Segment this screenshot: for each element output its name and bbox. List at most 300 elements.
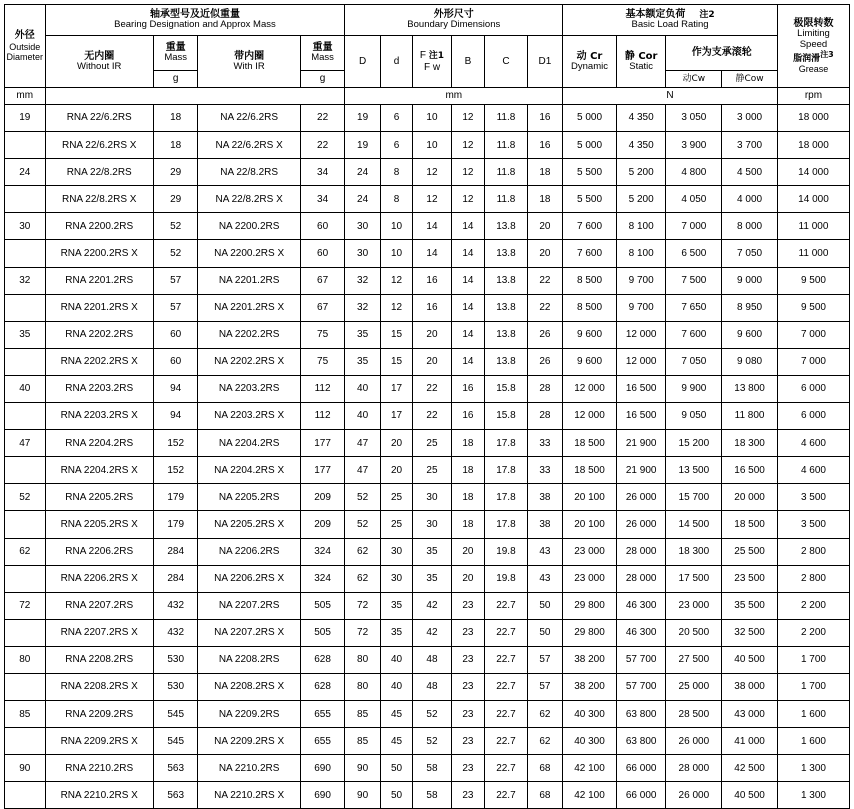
- cell-mass-without-ir: 94: [153, 375, 198, 402]
- cell-static-cow: 11 800: [722, 403, 778, 430]
- cell-with-ir: NA 2207.2RS X: [198, 619, 300, 646]
- cell-dynamic-cw: 27 500: [666, 646, 722, 673]
- cell-static-cor: 57 700: [616, 673, 666, 700]
- cell-dim-d: 6: [380, 132, 412, 159]
- header-dim-F: [413, 36, 451, 88]
- cell-outside-diameter: 47: [5, 430, 46, 457]
- cell-dynamic-cr: 40 300: [563, 728, 617, 755]
- header-dim-C: C: [485, 36, 528, 88]
- table-row: [5, 565, 850, 592]
- header-with-ir: [198, 36, 300, 88]
- header-designation-group: [45, 5, 345, 36]
- cell-dim-B: 12: [451, 105, 484, 132]
- cell-dim-D1: 26: [527, 321, 562, 348]
- cell-with-ir: NA 2206.2RS: [198, 538, 300, 565]
- table-row: [5, 755, 850, 782]
- cell-with-ir: NA 2210.2RS: [198, 755, 300, 782]
- cell-limiting-speed: 3 500: [777, 484, 849, 511]
- cell-dim-D1: 16: [527, 132, 562, 159]
- cell-limiting-speed: 1 300: [777, 755, 849, 782]
- table-row: [5, 592, 850, 619]
- cell-static-cor: 5 200: [616, 186, 666, 213]
- cell-limiting-speed: 11 000: [777, 240, 849, 267]
- cell-with-ir: NA 2200.2RS: [198, 213, 300, 240]
- cell-dim-B: 18: [451, 457, 484, 484]
- cell-dim-F: 22: [413, 403, 451, 430]
- od-label-cn: 外径: [14, 30, 35, 42]
- dynamic-en: Dynamic: [571, 60, 608, 72]
- cell-limiting-speed: 2 800: [777, 565, 849, 592]
- cell-limiting-speed: 1 700: [777, 673, 849, 700]
- cell-dim-D: 90: [345, 782, 380, 809]
- cell-limiting-speed: 4 600: [777, 430, 849, 457]
- cell-dynamic-cr: 7 600: [563, 213, 617, 240]
- cell-dim-D: 47: [345, 457, 380, 484]
- cell-limiting-speed: 6 000: [777, 375, 849, 402]
- cell-dynamic-cr: 5 500: [563, 159, 617, 186]
- cell-mass-without-ir: 545: [153, 701, 198, 728]
- cell-outside-diameter: [5, 782, 46, 809]
- cell-dynamic-cr: 29 800: [563, 619, 617, 646]
- cell-dim-B: 16: [451, 375, 484, 402]
- cell-dynamic-cr: 18 500: [563, 430, 617, 457]
- cell-limiting-speed: 1 700: [777, 646, 849, 673]
- cell-dim-D1: 18: [527, 159, 562, 186]
- cell-static-cor: 66 000: [616, 755, 666, 782]
- cell-with-ir: NA 2210.2RS X: [198, 782, 300, 809]
- cell-without-ir: RNA 22/6.2RS: [45, 105, 153, 132]
- table-row: [5, 701, 850, 728]
- cell-dim-D1: 50: [527, 619, 562, 646]
- cell-mass-with-ir: 60: [300, 213, 345, 240]
- cell-outside-diameter: 19: [5, 105, 46, 132]
- cell-dim-d: 50: [380, 755, 412, 782]
- cell-without-ir: RNA 2205.2RS: [45, 484, 153, 511]
- cell-dim-d: 15: [380, 348, 412, 375]
- designation-group-en: Bearing Designation and Approx Mass: [114, 19, 276, 31]
- cell-dynamic-cw: 7 600: [666, 321, 722, 348]
- table-row: [5, 321, 850, 348]
- cell-outside-diameter: 62: [5, 538, 46, 565]
- cell-dim-B: 14: [451, 348, 484, 375]
- cell-dim-D: 40: [345, 375, 380, 402]
- dynamic-cn: 动 Cr: [576, 50, 603, 62]
- cell-dynamic-cw: 7 500: [666, 267, 722, 294]
- cell-static-cow: 3 000: [722, 105, 778, 132]
- cell-outside-diameter: 85: [5, 701, 46, 728]
- cell-dim-D1: 16: [527, 105, 562, 132]
- cell-dim-F: 30: [413, 484, 451, 511]
- cell-dim-d: 12: [380, 267, 412, 294]
- cell-dim-F: 25: [413, 430, 451, 457]
- cell-with-ir: NA 2202.2RS X: [198, 348, 300, 375]
- cell-dim-D1: 62: [527, 728, 562, 755]
- cell-dim-F: 52: [413, 728, 451, 755]
- cell-without-ir: RNA 2200.2RS: [45, 213, 153, 240]
- cell-dim-B: 14: [451, 213, 484, 240]
- load-group-note: 注2: [699, 10, 715, 21]
- cell-dynamic-cw: 6 500: [666, 240, 722, 267]
- cell-dim-B: 18: [451, 430, 484, 457]
- cell-dynamic-cw: 3 050: [666, 105, 722, 132]
- cell-mass-without-ir: 60: [153, 348, 198, 375]
- cell-dim-C: 11.8: [485, 105, 528, 132]
- unit-speed: rpm: [777, 88, 849, 105]
- cell-dim-D: 85: [345, 728, 380, 755]
- cell-static-cow: 18 300: [722, 430, 778, 457]
- table-row: [5, 728, 850, 755]
- table-row: [5, 511, 850, 538]
- cell-dim-d: 10: [380, 213, 412, 240]
- cell-dim-F: 10: [413, 105, 451, 132]
- od-label-en1: Outside: [9, 41, 41, 52]
- table-body: [5, 105, 850, 809]
- header-mass2-unit: g: [300, 71, 345, 88]
- cell-with-ir: NA 2207.2RS: [198, 592, 300, 619]
- cell-mass-without-ir: 94: [153, 403, 198, 430]
- cell-mass-with-ir: 67: [300, 267, 345, 294]
- cell-dim-C: 22.7: [485, 755, 528, 782]
- cell-dim-D: 30: [345, 213, 380, 240]
- cell-mass-with-ir: 655: [300, 701, 345, 728]
- cell-dim-d: 8: [380, 159, 412, 186]
- cell-dim-D: 72: [345, 619, 380, 646]
- cell-dim-F: 35: [413, 565, 451, 592]
- cell-dynamic-cr: 12 000: [563, 375, 617, 402]
- header-dim-D: D: [345, 36, 380, 88]
- cell-mass-without-ir: 60: [153, 321, 198, 348]
- cell-static-cow: 3 700: [722, 132, 778, 159]
- cell-outside-diameter: 35: [5, 321, 46, 348]
- cell-static-cow: 41 000: [722, 728, 778, 755]
- cell-dim-D: 90: [345, 755, 380, 782]
- cell-dim-F: 42: [413, 619, 451, 646]
- cell-without-ir: RNA 2203.2RS: [45, 375, 153, 402]
- cell-dim-d: 17: [380, 403, 412, 430]
- cell-with-ir: NA 22/6.2RS: [198, 105, 300, 132]
- cell-dim-D1: 28: [527, 403, 562, 430]
- cell-dim-d: 17: [380, 375, 412, 402]
- cell-dim-d: 6: [380, 105, 412, 132]
- cell-static-cow: 13 800: [722, 375, 778, 402]
- cell-static-cor: 16 500: [616, 375, 666, 402]
- cell-limiting-speed: 7 000: [777, 321, 849, 348]
- cell-with-ir: NA 22/6.2RS X: [198, 132, 300, 159]
- cell-dim-C: 19.8: [485, 538, 528, 565]
- header-mass1-unit: g: [153, 71, 198, 88]
- cell-limiting-speed: 2 800: [777, 538, 849, 565]
- cell-dim-D: 40: [345, 403, 380, 430]
- cell-with-ir: NA 2204.2RS: [198, 430, 300, 457]
- cell-dim-C: 22.7: [485, 728, 528, 755]
- cell-without-ir: RNA 2202.2RS: [45, 321, 153, 348]
- cell-dim-B: 18: [451, 484, 484, 511]
- table-row: [5, 538, 850, 565]
- table-row: [5, 673, 850, 700]
- cell-static-cor: 9 700: [616, 267, 666, 294]
- cell-outside-diameter: [5, 132, 46, 159]
- cell-dim-d: 25: [380, 484, 412, 511]
- cell-dim-B: 23: [451, 728, 484, 755]
- cell-dim-B: 14: [451, 294, 484, 321]
- cell-with-ir: NA 2203.2RS X: [198, 403, 300, 430]
- cell-limiting-speed: 2 200: [777, 619, 849, 646]
- cell-mass-with-ir: 209: [300, 511, 345, 538]
- cell-mass-without-ir: 432: [153, 619, 198, 646]
- header-mass1: [153, 36, 198, 71]
- cell-dim-F: 14: [413, 240, 451, 267]
- cell-dim-D1: 26: [527, 348, 562, 375]
- cell-dim-F: 20: [413, 348, 451, 375]
- cell-dim-D: 85: [345, 701, 380, 728]
- cell-dim-F: 14: [413, 213, 451, 240]
- cell-limiting-speed: 2 200: [777, 592, 849, 619]
- with-ir-cn: 带内圈: [234, 50, 265, 62]
- cell-dynamic-cw: 4 050: [666, 186, 722, 213]
- cell-mass-with-ir: 112: [300, 375, 345, 402]
- cell-dynamic-cr: 5 500: [563, 186, 617, 213]
- header-boundary-group: [345, 5, 563, 36]
- cell-dim-d: 20: [380, 430, 412, 457]
- load-group-en: Basic Load Rating: [631, 19, 709, 31]
- cell-without-ir: RNA 2209.2RS X: [45, 728, 153, 755]
- cell-static-cor: 46 300: [616, 619, 666, 646]
- cell-dim-B: 14: [451, 321, 484, 348]
- cell-mass-with-ir: 177: [300, 457, 345, 484]
- cell-mass-without-ir: 52: [153, 213, 198, 240]
- cell-dim-D1: 68: [527, 755, 562, 782]
- cell-mass-without-ir: 152: [153, 457, 198, 484]
- cell-dim-C: 22.7: [485, 646, 528, 673]
- cell-outside-diameter: [5, 457, 46, 484]
- cell-static-cow: 8 950: [722, 294, 778, 321]
- cell-without-ir: RNA 2207.2RS: [45, 592, 153, 619]
- cell-without-ir: RNA 2200.2RS X: [45, 240, 153, 267]
- cell-static-cow: 7 050: [722, 240, 778, 267]
- cell-dim-F: 30: [413, 511, 451, 538]
- cell-dynamic-cw: 7 000: [666, 213, 722, 240]
- cell-mass-with-ir: 177: [300, 430, 345, 457]
- cell-without-ir: RNA 2205.2RS X: [45, 511, 153, 538]
- cell-dim-D1: 22: [527, 267, 562, 294]
- cell-static-cow: 4 000: [722, 186, 778, 213]
- table-row: [5, 348, 850, 375]
- cell-dim-D1: 62: [527, 701, 562, 728]
- cell-dim-d: 40: [380, 646, 412, 673]
- cell-dim-B: 23: [451, 619, 484, 646]
- cell-dim-D1: 68: [527, 782, 562, 809]
- cell-dynamic-cr: 23 000: [563, 565, 617, 592]
- without-ir-cn: 无内圈: [84, 50, 115, 62]
- cell-dynamic-cw: 7 050: [666, 348, 722, 375]
- cell-limiting-speed: 18 000: [777, 105, 849, 132]
- cell-dynamic-cw: 26 000: [666, 728, 722, 755]
- header-stat-cow: 静Cow: [722, 71, 778, 88]
- cell-dim-D1: 33: [527, 430, 562, 457]
- cell-outside-diameter: [5, 403, 46, 430]
- cell-without-ir: RNA 2202.2RS X: [45, 348, 153, 375]
- cell-dynamic-cr: 38 200: [563, 646, 617, 673]
- cell-dim-F: 48: [413, 646, 451, 673]
- cell-mass-with-ir: 112: [300, 403, 345, 430]
- cell-dim-B: 23: [451, 592, 484, 619]
- cell-dim-D1: 43: [527, 538, 562, 565]
- cell-dynamic-cr: 23 000: [563, 538, 617, 565]
- cell-outside-diameter: [5, 728, 46, 755]
- cell-outside-diameter: 52: [5, 484, 46, 511]
- cell-dim-C: 22.7: [485, 701, 528, 728]
- header-speed-group: [777, 5, 849, 88]
- cell-mass-without-ir: 152: [153, 430, 198, 457]
- cell-outside-diameter: 30: [5, 213, 46, 240]
- header-without-ir: [45, 36, 153, 88]
- header-dim-D1: D1: [527, 36, 562, 88]
- cell-dim-B: 20: [451, 538, 484, 565]
- cell-mass-without-ir: 18: [153, 105, 198, 132]
- cell-dim-d: 25: [380, 511, 412, 538]
- cell-dynamic-cw: 28 500: [666, 701, 722, 728]
- cell-without-ir: RNA 2206.2RS: [45, 538, 153, 565]
- header-dim-B: B: [451, 36, 484, 88]
- cell-dim-F: 25: [413, 457, 451, 484]
- cell-dim-D: 80: [345, 646, 380, 673]
- cell-dynamic-cw: 9 050: [666, 403, 722, 430]
- cell-dim-F: 12: [413, 186, 451, 213]
- cell-dynamic-cr: 5 000: [563, 105, 617, 132]
- cell-without-ir: RNA 22/6.2RS X: [45, 132, 153, 159]
- table-row: [5, 430, 850, 457]
- boundary-group-cn: 外形尺寸: [433, 9, 474, 21]
- cell-without-ir: RNA 2208.2RS X: [45, 673, 153, 700]
- cell-dim-D1: 57: [527, 673, 562, 700]
- cell-mass-without-ir: 29: [153, 186, 198, 213]
- cell-dim-C: 11.8: [485, 159, 528, 186]
- table-row: [5, 213, 850, 240]
- cell-limiting-speed: 4 600: [777, 457, 849, 484]
- mass1-cn: 重量: [165, 42, 186, 54]
- cell-dynamic-cw: 3 900: [666, 132, 722, 159]
- header-mass2: [300, 36, 345, 71]
- cell-dim-F: 52: [413, 701, 451, 728]
- cell-without-ir: RNA 2208.2RS: [45, 646, 153, 673]
- cell-with-ir: NA 2203.2RS: [198, 375, 300, 402]
- cell-dim-C: 13.8: [485, 348, 528, 375]
- cell-dim-C: 15.8: [485, 375, 528, 402]
- cell-dynamic-cr: 29 800: [563, 592, 617, 619]
- cell-outside-diameter: [5, 565, 46, 592]
- cell-mass-with-ir: 505: [300, 592, 345, 619]
- cell-dynamic-cr: 40 300: [563, 701, 617, 728]
- cell-dim-B: 20: [451, 565, 484, 592]
- cell-dim-D1: 33: [527, 457, 562, 484]
- cell-mass-with-ir: 22: [300, 132, 345, 159]
- cell-mass-without-ir: 563: [153, 755, 198, 782]
- cell-dim-d: 50: [380, 782, 412, 809]
- cell-dim-F: 22: [413, 375, 451, 402]
- cell-mass-without-ir: 284: [153, 538, 198, 565]
- cell-dynamic-cr: 9 600: [563, 348, 617, 375]
- cell-static-cow: 18 500: [722, 511, 778, 538]
- header-row-subgroups: [5, 36, 850, 71]
- cell-mass-with-ir: 67: [300, 294, 345, 321]
- cell-dim-d: 15: [380, 321, 412, 348]
- cell-limiting-speed: 6 000: [777, 403, 849, 430]
- cell-static-cor: 4 350: [616, 132, 666, 159]
- cell-mass-with-ir: 75: [300, 348, 345, 375]
- cell-limiting-speed: 3 500: [777, 511, 849, 538]
- unit-designation-blank: [45, 88, 345, 105]
- table-row: [5, 132, 850, 159]
- cell-dynamic-cr: 7 600: [563, 240, 617, 267]
- table-row: [5, 782, 850, 809]
- table-row: [5, 375, 850, 402]
- cell-mass-with-ir: 34: [300, 186, 345, 213]
- cell-mass-with-ir: 690: [300, 782, 345, 809]
- mass1-en: Mass: [164, 52, 188, 64]
- cell-dynamic-cw: 4 800: [666, 159, 722, 186]
- cell-dim-C: 22.7: [485, 619, 528, 646]
- cell-dim-C: 11.8: [485, 132, 528, 159]
- cell-mass-without-ir: 530: [153, 673, 198, 700]
- cell-mass-with-ir: 22: [300, 105, 345, 132]
- cell-dynamic-cw: 25 000: [666, 673, 722, 700]
- table-row: [5, 403, 850, 430]
- cell-static-cor: 5 200: [616, 159, 666, 186]
- cell-mass-without-ir: 530: [153, 646, 198, 673]
- cell-dim-F: 58: [413, 755, 451, 782]
- mass2-en: Mass: [311, 52, 334, 64]
- cell-with-ir: NA 2208.2RS: [198, 646, 300, 673]
- cell-dim-B: 23: [451, 673, 484, 700]
- table-row: [5, 105, 850, 132]
- cell-dim-D1: 28: [527, 375, 562, 402]
- cell-mass-with-ir: 209: [300, 484, 345, 511]
- cell-outside-diameter: 90: [5, 755, 46, 782]
- header-outside-diameter: [5, 5, 46, 88]
- cell-static-cor: 57 700: [616, 646, 666, 673]
- cell-dim-F: 48: [413, 673, 451, 700]
- speed-group-note: 注3: [820, 49, 834, 59]
- cell-dim-F: 16: [413, 294, 451, 321]
- cell-dim-C: 22.7: [485, 782, 528, 809]
- cell-limiting-speed: 7 000: [777, 348, 849, 375]
- cell-dynamic-cr: 42 100: [563, 782, 617, 809]
- cell-static-cow: 43 000: [722, 701, 778, 728]
- cell-dim-C: 17.8: [485, 430, 528, 457]
- cell-static-cow: 25 500: [722, 538, 778, 565]
- cell-limiting-speed: 1 600: [777, 701, 849, 728]
- cell-dim-D: 35: [345, 321, 380, 348]
- cell-outside-diameter: [5, 673, 46, 700]
- cell-static-cor: 63 800: [616, 728, 666, 755]
- cell-dim-D: 52: [345, 484, 380, 511]
- header-static: [616, 36, 666, 88]
- cell-mass-with-ir: 655: [300, 728, 345, 755]
- cell-dim-F: 20: [413, 321, 451, 348]
- cell-without-ir: RNA 2210.2RS X: [45, 782, 153, 809]
- cell-with-ir: NA 2201.2RS: [198, 267, 300, 294]
- cell-outside-diameter: [5, 240, 46, 267]
- cell-outside-diameter: 72: [5, 592, 46, 619]
- cell-dynamic-cw: 17 500: [666, 565, 722, 592]
- cell-dim-F: 12: [413, 159, 451, 186]
- mass2-cn: 重量: [312, 42, 333, 54]
- cell-limiting-speed: 14 000: [777, 159, 849, 186]
- cell-without-ir: RNA 2204.2RS X: [45, 457, 153, 484]
- cell-mass-without-ir: 29: [153, 159, 198, 186]
- cell-dim-D1: 50: [527, 592, 562, 619]
- cell-dynamic-cr: 5 000: [563, 132, 617, 159]
